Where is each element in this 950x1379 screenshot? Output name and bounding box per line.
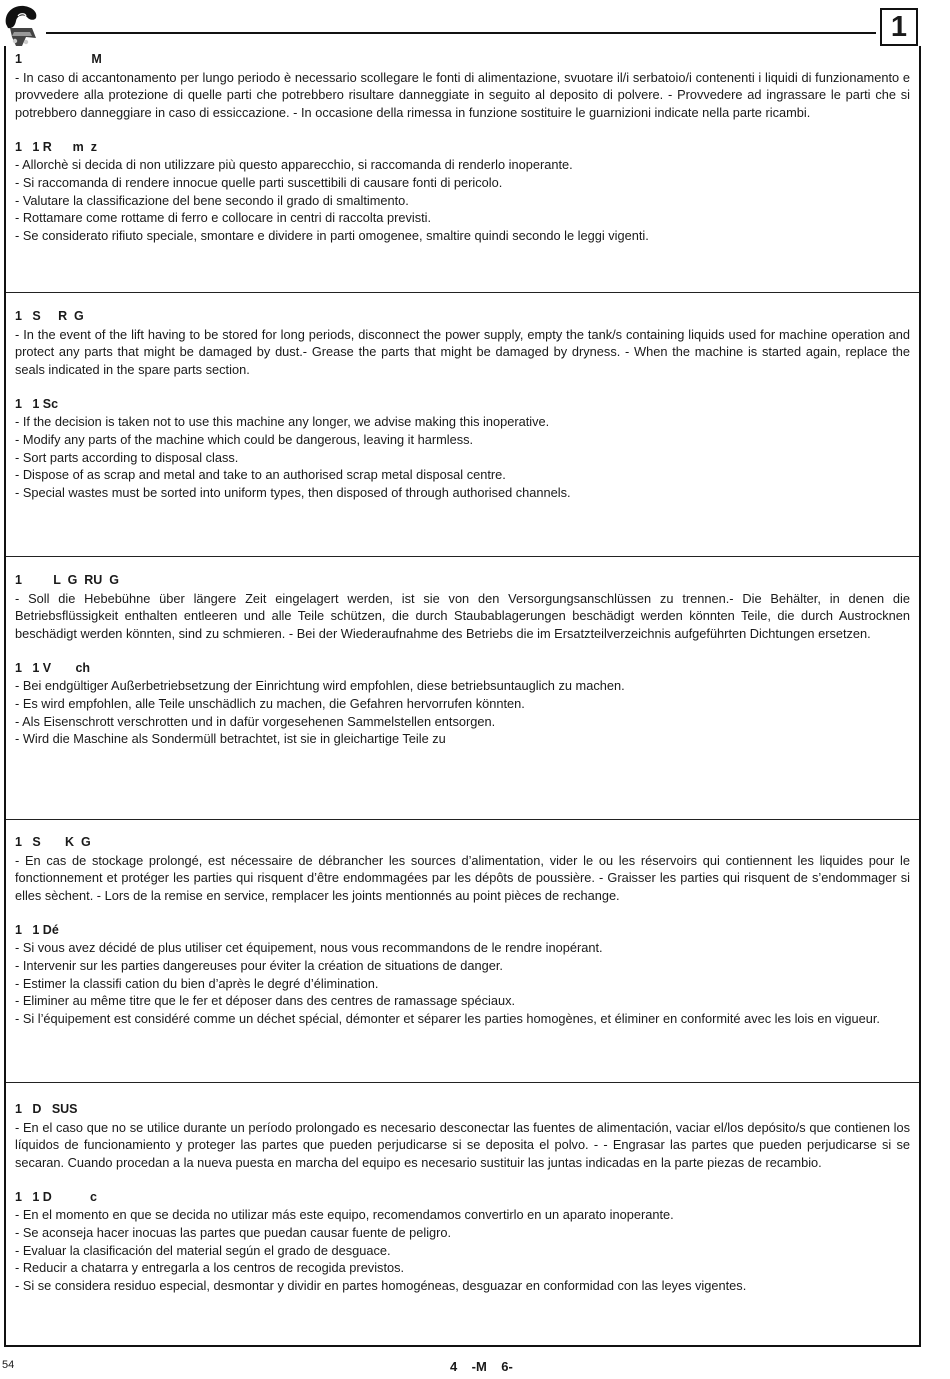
list-item: - Als Eisenschrott verschrotten und in dafür vorgesehenen Sammelstellen entsorgen. [15, 713, 496, 729]
list-item: - If the decision is taken not to use this machine any longer, we advise making this inoperative. [15, 414, 550, 430]
section-paragraph: - En cas de stockage prolongé, est nécessaire de débrancher les sources d’alimentation, vider le ou les réservoirs qui contiennent les liquides pour le fonctionnement et protéger les parties qui risquent d’être endommagées par les dépôts de poussière. - Graisser les parties qui risquent de s’endommager si elles sèchent. - Lors de la remise en service, remplacer les joints mentionnés au point pièces de rechange. [15, 852, 910, 903]
chapter-number: 1 [880, 8, 918, 46]
list-item: - Intervenir sur les parties dangereuses pour éviter la création de situations de danger. [15, 957, 503, 973]
list-item: - Se considerato rifiuto speciale, smontare e dividere in parti omogenee, smaltire quindi secondo le leggi vigenti. [15, 227, 649, 243]
list-item: - Reducir a chatarra y entregarla a los centros de recogida previstos. [15, 1260, 405, 1276]
section-divider [6, 1082, 919, 1083]
list-item: - Rottamare come rottame di ferro e collocare in centri di raccolta previsti. [15, 210, 432, 226]
section-heading: 1 L G RU G [15, 573, 119, 587]
section-divider [6, 556, 919, 557]
list-item: - Wird die Maschine als Sondermüll betrachtet, ist sie in gleichartige Teile zu [15, 731, 446, 747]
list-item: - Eliminer au même titre que le fer et déposer dans des centres de ramassage spéciaux. [15, 993, 516, 1009]
list-item: - Special wastes must be sorted into uniform types, then disposed of through authorised channels. [15, 484, 571, 500]
list-item: - Si raccomanda di rendere innocue quelle parti suscettibili di causare fonti di pericolo. [15, 174, 503, 190]
list-item: - Valutare la classificazione del bene secondo il grado di smaltimento. [15, 192, 409, 208]
list-item: - Se aconseja hacer inocuas las partes que puedan causar fuente de peligro. [15, 1224, 452, 1240]
section-heading: 1 S R G [15, 309, 84, 323]
brand-logo [2, 2, 42, 50]
page-number: 54 [2, 1359, 15, 1371]
subsection-heading: 1 1 Sc [15, 396, 59, 411]
section-paragraph: - En el caso que no se utilice durante un período prolongado es necesario desconectar las fuentes de alimentación, vaciar el/los depósito/s que contienen los líquidos de funcionamiento y proteger las partes que pueden perjudicarse si se deposita el polvo. - - Engrasar las partes que pueden perjudicarse si se secaran. Cuando procedan a la nueva puesta en marcha del equipo es necesario sustituir las juntas indicadas en la parte piezas de recambio. [15, 1119, 910, 1170]
section-paragraph: - Soll die Hebebühne über längere Zeit eingelagert werden, ist sie von den Versorgungsanschlüssen zu trennen.- Die Behälter, in denen die Betriebsflüssigkeit enthalten entleeren und alle Teile schützen, die durch Staubablagerungen beschädigt werden könnten Teile, die durch Austrocknen beschädigt werden könnten, sind zu schmieren. - Bei der Wiederaufnahme des Betriebs die im Ersatzteilverzeichnis aufgeführten Dichtungen ersetzen. [15, 590, 910, 641]
section-english [6, 308, 919, 501]
subsection-heading: 1 1 D c [15, 1189, 97, 1204]
list-item: - Sort parts according to disposal class. [15, 449, 239, 465]
list-item: - Modify any parts of the machine which could be dangerous, leaving it harmless. [15, 431, 474, 447]
section-divider [6, 292, 919, 293]
list-item: - Si l’équipement est considéré comme un déchet spécial, démonter et séparer les parties homogènes, et éliminer en conformité avec les lois en vigueur. [15, 1010, 880, 1026]
list-item: - Estimer la classifi cation du bien d’après le degré d’élimination. [15, 975, 379, 991]
list-item: - Dispose of as scrap and metal and take to an authorised scrap metal disposal centre. [15, 467, 506, 483]
section-german [6, 572, 919, 748]
section-french [6, 834, 919, 1027]
list-item: - Bei endgültiger Außerbetriebsetzung der Einrichtung wird empfohlen, diese betriebsuntauglich zu machen. [15, 678, 625, 694]
section-italian [6, 51, 919, 244]
section-divider [6, 819, 919, 820]
list-item: - Si vous avez décidé de plus utiliser cet équipement, nous vous recommandons de le rendre inopérant. [15, 940, 603, 956]
subsection-heading: 1 1 R m z [15, 139, 97, 154]
subsection-heading: 1 1 V ch [15, 660, 91, 675]
section-heading: 1 S K G [15, 835, 91, 849]
section-paragraph: - In caso di accantonamento per lungo periodo è necessario scollegare le fonti di alimentazione, svuotare il/i serbatoio/i contenenti i liquidi di funzionamento e provvedere alla protezione di quelle parti che potrebbero risultare danneggiate in seguito al deposito di polvere. - Provvedere ad ingrassare le parti che si potrebbero danneggiare in caso di essiccazione. - In occasione della rimessa in funzione sostituire le guarnizioni indicate nella parte ricambi. [15, 69, 910, 120]
section-spanish [6, 1101, 919, 1294]
section-heading: 1 M [15, 52, 102, 66]
list-item: - Es wird empfohlen, alle Teile unschädlich zu machen, die Gefahren hervorrufen könnten. [15, 695, 525, 711]
list-item: - En el momento en que se decida no utilizar más este equipo, recomendamos convertirlo en un aparato inoperante. [15, 1207, 674, 1223]
list-item: - Si se considera residuo especial, desmontar y dividir en partes homogéneas, desguazar en conformidad con las leyes vigentes. [15, 1277, 747, 1293]
document-code: 4 -M 6- [450, 1359, 513, 1374]
section-paragraph: - In the event of the lift having to be stored for long periods, disconnect the power supply, empty the tank/s containing liquids used for machine operation and protect any parts that might be damaged by dust.- Grease the parts that might be damaged by dryness. - When the machine is started again, replace the seals indicated in the spare parts section. [15, 326, 910, 377]
header-rule [46, 32, 876, 34]
list-item: - Allorchè si decida di non utilizzare più questo apparecchio, si raccomanda di renderlo inoperante. [15, 157, 573, 173]
section-heading: 1 D SUS [15, 1102, 78, 1116]
subsection-heading: 1 1 Dé [15, 922, 59, 937]
list-item: - Evaluar la clasificación del material según el grado de desguace. [15, 1242, 391, 1258]
